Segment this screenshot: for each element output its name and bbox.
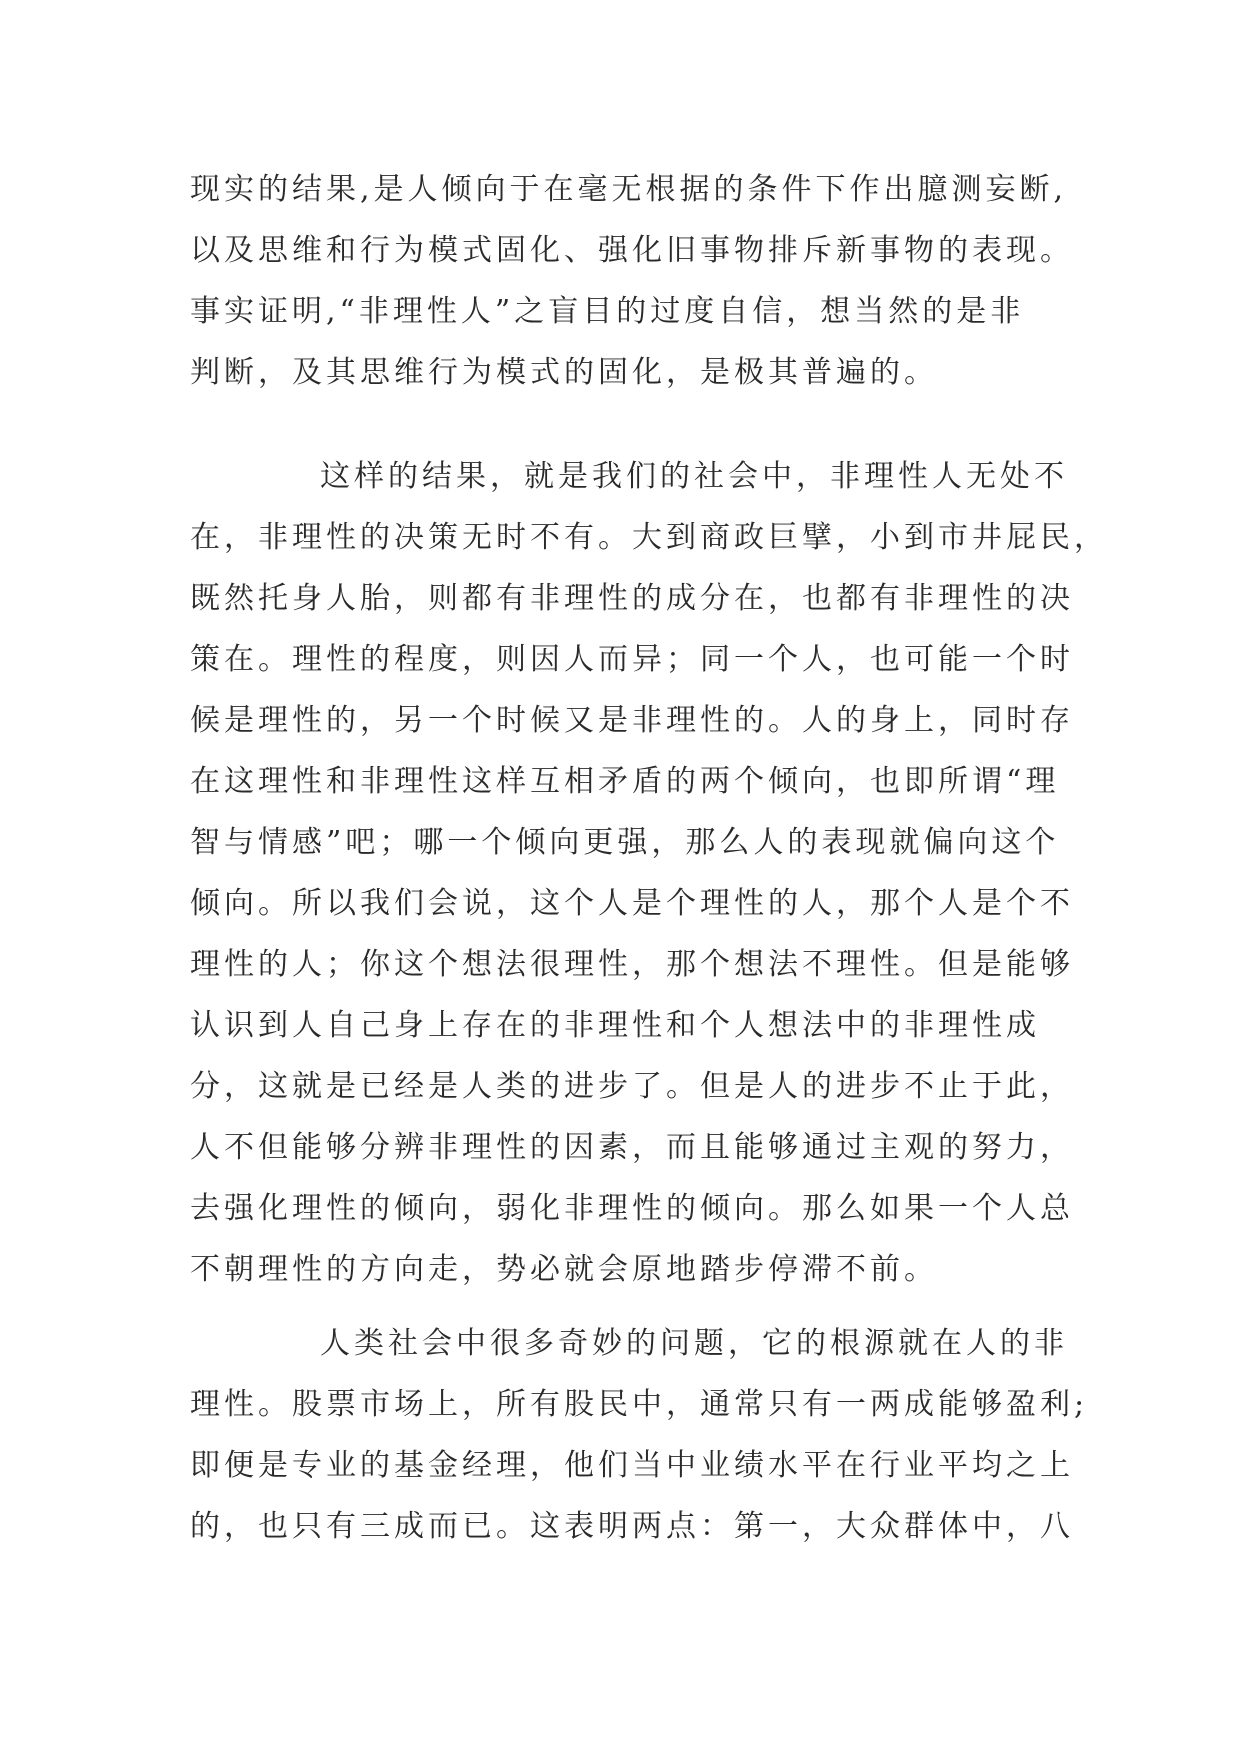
text-line: 策在。理性的程度，则因人而异；同一个人，也可能一个时 (190, 642, 1074, 677)
paragraph-3 (190, 1313, 1090, 1557)
text-line: 判断，及其思维行为模式的固化，是极其普遍的。 (190, 355, 938, 390)
text-line: 候是理性的，另一个时候又是非理性的。人的身上，同时存 (190, 703, 1074, 738)
text-line: 理性。股票市场上，所有股民中，通常只有一两成能够盈利; (190, 1387, 1089, 1422)
text-line: 去强化理性的倾向，弱化非理性的倾向。那么如果一个人总 (190, 1191, 1074, 1226)
text-line: 倾向。所以我们会说，这个人是个理性的人，那个人是个不 (190, 886, 1074, 921)
text-line: 即便是专业的基金经理，他们当中业绩水平在行业平均之上 (190, 1448, 1074, 1483)
text-line: 在这理性和非理性这样互相矛盾的两个倾向，也即所谓“理 (190, 764, 1060, 799)
text-line: 认识到人自己身上存在的非理性和个人想法中的非理性成 (190, 1008, 1040, 1043)
text-line-first: 这样的结果，就是我们的社会中，非理性人无处不 (320, 459, 1068, 494)
text-line: 人不但能够分辨非理性的因素，而且能够通过主观的努力， (190, 1130, 1074, 1165)
text-line-first: 人类社会中很多奇妙的问题，它的根源就在人的非 (320, 1326, 1068, 1361)
text-line: 不朝理性的方向走，势必就会原地踏步停滞不前。 (190, 1252, 938, 1287)
text-line: 现实的结果,是人倾向于在毫无根据的条件下作出臆测妄断, (190, 172, 1068, 207)
text-line: 分，这就是已经是人类的进步了。但是人的进步不止于此， (190, 1069, 1074, 1104)
text-line: 以及思维和行为模式固化、强化旧事物排斥新事物的表现。 (190, 233, 1074, 268)
text-line: 智与情感”吧；哪一个倾向更强，那么人的表现就偏向这个 (190, 825, 1060, 860)
text-line: 在，非理性的决策无时不有。大到商政巨擘，小到市井屁民， (190, 520, 1108, 555)
text-line: 的，也只有三成而已。这表明两点：第一，大众群体中，八 (190, 1509, 1074, 1544)
text-line: 既然托身人胎，则都有非理性的成分在，也都有非理性的决 (190, 581, 1074, 616)
paragraph-1 (190, 159, 1090, 403)
text-line: 理性的人；你这个想法很理性，那个想法不理性。但是能够 (190, 947, 1074, 982)
paragraph-2 (190, 446, 1108, 1300)
text-line: 事实证明,“非理性人”之盲目的过度自信，想当然的是非 (190, 294, 1025, 329)
